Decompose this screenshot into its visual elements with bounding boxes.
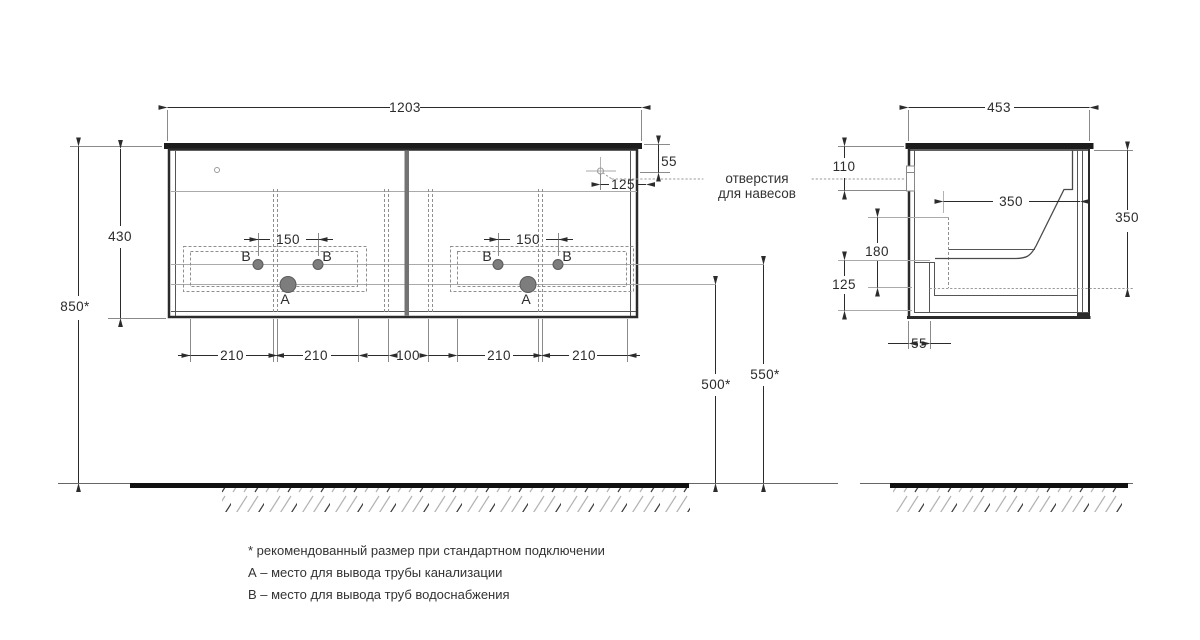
dim-label-210-1: 210 bbox=[220, 348, 244, 363]
dim-label-210-3: 210 bbox=[487, 348, 511, 363]
hole-label-b: B bbox=[322, 248, 332, 264]
dim-front-width-1203 bbox=[168, 100, 642, 141]
floor-hatching-left bbox=[222, 488, 690, 512]
dim-label-body-height: 430 bbox=[108, 229, 132, 244]
front-countertop bbox=[164, 143, 642, 149]
dim-label-hanger-right: 125 bbox=[611, 177, 635, 192]
hanger-callout bbox=[718, 171, 796, 201]
dim-bottom-chain bbox=[178, 319, 640, 363]
callout-line2: для навесов bbox=[718, 186, 796, 201]
hole-label-a: A bbox=[521, 291, 531, 307]
front-door-divider bbox=[405, 151, 410, 316]
front-view bbox=[164, 143, 764, 317]
dim-label-faucet-left: 150 bbox=[276, 232, 300, 247]
dim-label-basin-depth: 350 bbox=[999, 194, 1023, 209]
footnote-b-definition: В – место для вывода труб водоснабжения bbox=[248, 587, 510, 602]
dim-label-100: 100 bbox=[396, 348, 420, 363]
dim-side-height-350 bbox=[1094, 151, 1139, 289]
dim-side-inner-180 bbox=[865, 218, 912, 288]
footnotes bbox=[248, 543, 605, 602]
footnote-recommended-size: * рекомендованный размер при стандартном подключении bbox=[248, 543, 605, 558]
dim-label-drain-outlet: 500* bbox=[701, 377, 731, 392]
dim-front-mount-height-850 bbox=[60, 147, 90, 484]
dim-label-side-depth: 453 bbox=[987, 100, 1011, 115]
side-view bbox=[868, 143, 1133, 319]
water-hole-b bbox=[253, 260, 263, 270]
floor-right bbox=[860, 484, 1133, 513]
dim-label-side-hanger: 110 bbox=[832, 159, 856, 174]
dim-side-basin-depth-350 bbox=[944, 191, 1081, 213]
dim-label-back-gap: 55 bbox=[911, 336, 927, 351]
dim-side-hanger-110 bbox=[833, 147, 906, 191]
dim-side-depth-453 bbox=[909, 100, 1090, 141]
dim-label-mount-height: 850* bbox=[60, 299, 90, 314]
dim-label-side-bottom: 125 bbox=[832, 277, 856, 292]
dim-side-back-gap-55 bbox=[888, 321, 951, 351]
floor-hatching-right bbox=[893, 488, 1123, 512]
dim-label-210-4: 210 bbox=[572, 348, 596, 363]
hole-label-b: B bbox=[482, 248, 492, 264]
dim-label-faucet-right: 150 bbox=[516, 232, 540, 247]
side-hanger-bracket bbox=[907, 166, 915, 191]
side-countertop bbox=[906, 143, 1094, 149]
dim-side-bottom-125 bbox=[832, 261, 930, 311]
hole-label-b: B bbox=[241, 248, 251, 264]
dim-label-front-width: 1203 bbox=[389, 100, 421, 115]
dim-drain-outlet-500 bbox=[701, 285, 731, 483]
dim-hanger-top-55 bbox=[640, 145, 677, 173]
callout-line1: отверстия bbox=[725, 171, 789, 186]
dim-front-body-height-430 bbox=[70, 147, 166, 319]
dim-label-water-outlet: 550* bbox=[750, 367, 780, 382]
dim-label-210-2: 210 bbox=[304, 348, 328, 363]
hole-label-b: B bbox=[562, 248, 572, 264]
floor-left bbox=[58, 484, 838, 513]
footnote-a-definition: А – место для вывода трубы канализации bbox=[248, 565, 503, 580]
dim-label-hanger-top: 55 bbox=[661, 154, 677, 169]
hole-label-a: A bbox=[280, 291, 290, 307]
dim-label-side-height: 350 bbox=[1115, 210, 1139, 225]
water-hole-b bbox=[493, 260, 503, 270]
dim-label-side-inner: 180 bbox=[865, 244, 889, 259]
dim-water-outlet-550 bbox=[750, 265, 780, 483]
